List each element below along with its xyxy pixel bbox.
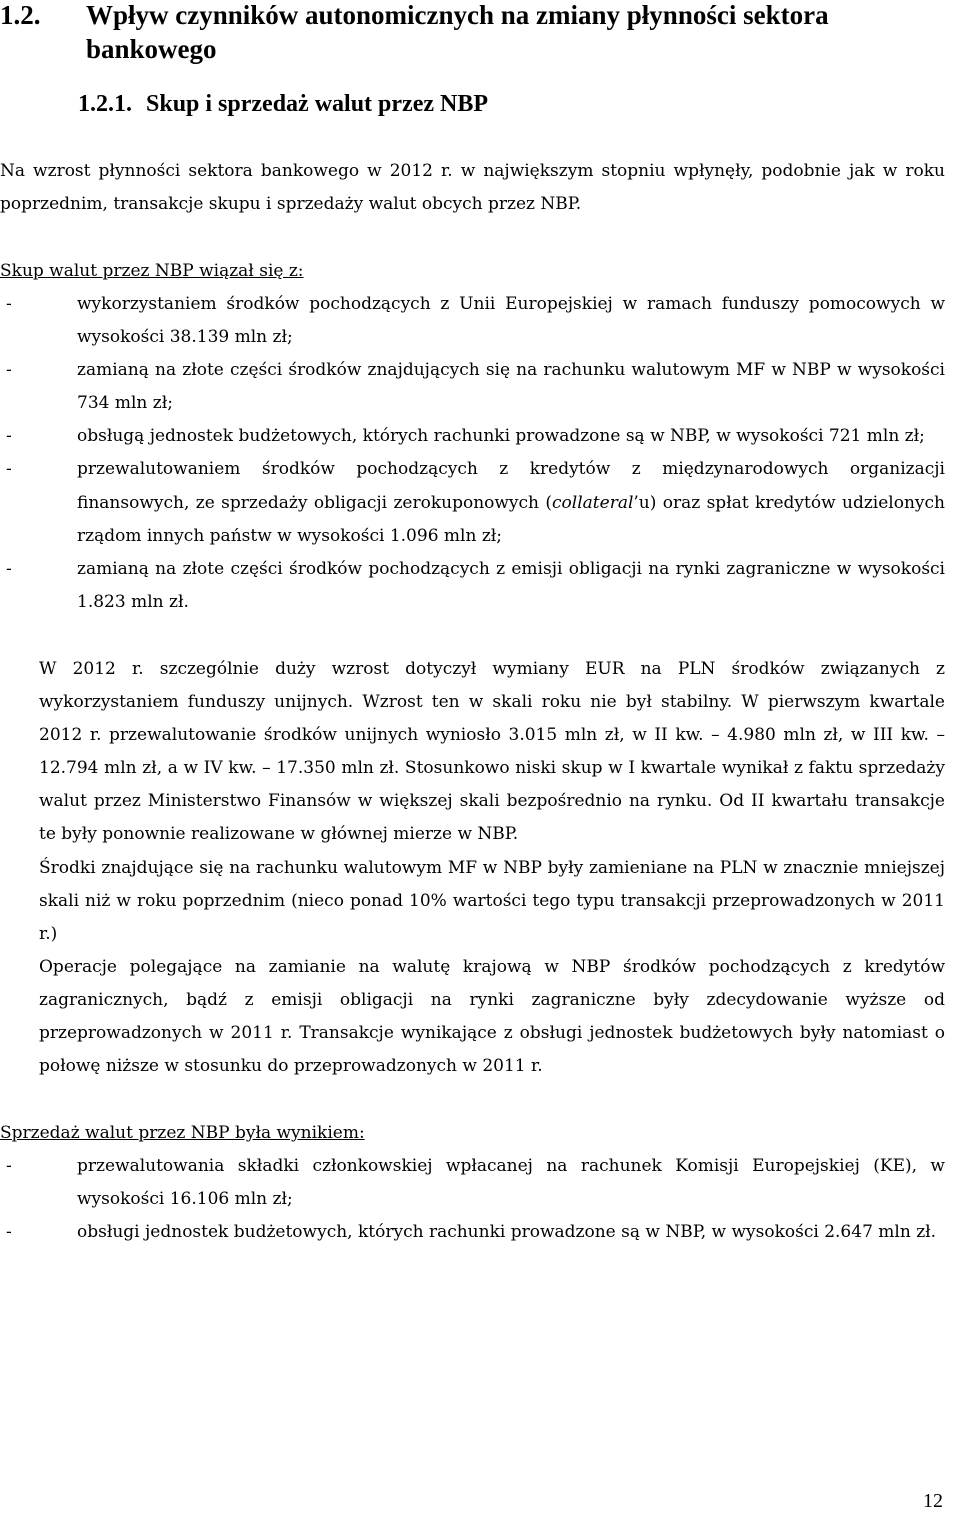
purchase-list [0, 288, 945, 619]
paragraph-mf-account: Środki znajdujące się na rachunku walutowym MF w NBP były zamieniane na PLN w znacznie mniejszej skali niż w roku poprzednim (nieco ponad 10% wartości tego typu transakcji przeprowadzonych w 2011 r.) [39, 858, 945, 945]
subsection-number: 1.2.1. [78, 91, 132, 117]
italic-term: collateral [552, 492, 634, 513]
section-number: 1.2. [0, 0, 41, 30]
list-item-text: zamianą na złote części środków znajdujących się na rachunku walutowym MF w NBP w wysokości 734 mln zł; [77, 360, 945, 414]
list-item [0, 1150, 945, 1216]
list-item [0, 420, 945, 453]
list-dash: - [6, 1156, 12, 1176]
section-title: Wpływ czynników autonomicznych na zmiany płynności sektora bankowego [86, 0, 829, 64]
list-item-text-part: przewalutowaniem środków pochodzących z kredytów z międzynarodowych organizacji finansowych, ze sprzedaży obligacji zerokuponowych ( [77, 459, 945, 513]
list-item [0, 553, 945, 619]
list-dash: - [6, 294, 12, 314]
list-dash: - [6, 459, 12, 480]
list-item-text [77, 459, 945, 545]
purchase-heading: Skup walut przez NBP wiązał się z: [0, 261, 304, 281]
subsection-heading [78, 88, 488, 120]
paragraph-2012: W 2012 r. szczególnie duży wzrost dotyczył wymiany EUR na PLN środków związanych z wykorzystaniem funduszy unijnych. Wzrost ten w skali roku nie był stabilny. W pierwszym kwartale 2012 r. przewalutowanie środków unijnych wyniosło 3.015 mln zł, w II kw. – 4.980 mln zł, w III kw. – 12.794 mln zł, a w IV kw. – 17.350 mln zł. Stosunkowo niski skup w I kwartale wynikał z faktu sprzedaży walut przez Ministerstwo Finansów w większej skali bezpośrednio na rynku. Od II kwartału transakcje te były ponownie realizowane w głównej mierze w NBP. [39, 659, 945, 845]
list-item [0, 288, 945, 354]
list-dash: - [6, 1222, 12, 1243]
sale-list [0, 1150, 945, 1249]
list-item-text-part: ’u) oraz spłat kredytów udzielonych rządom innych państw w wysokości 1.096 mln zł; [77, 492, 945, 546]
page-number: 12 [923, 1490, 943, 1512]
list-item-text: wykorzystaniem środków pochodzących z Unii Europejskiej w ramach funduszy pomocowych w wysokości 38.139 mln zł; [77, 294, 945, 348]
list-dash: - [6, 426, 12, 447]
list-item-text: przewalutowania składki członkowskiej wpłacanej na rachunek Komisji Europejskiej (KE), w wysokości 16.106 mln zł; [77, 1156, 945, 1210]
intro-paragraph: Na wzrost płynności sektora bankowego w 2012 r. w największym stopniu wpłynęły, podobnie jak w roku poprzednim, transakcje skupu i sprzedaży walut obcych przez NBP. [0, 161, 945, 215]
list-item-text: obsługą jednostek budżetowych, których rachunki prowadzone są w NBP, w wysokości 721 mln zł; [77, 426, 925, 447]
section-heading [0, 0, 950, 66]
list-dash: - [6, 558, 12, 579]
list-item-text: obsługi jednostek budżetowych, których rachunki prowadzone są w NBP, w wysokości 2.647 mln zł. [77, 1222, 937, 1243]
list-item [0, 354, 945, 420]
sale-heading: Sprzedaż walut przez NBP była wynikiem: [0, 1123, 365, 1143]
list-dash: - [6, 360, 12, 381]
list-item [0, 1216, 945, 1249]
subsection-title: Skup i sprzedaż walut przez NBP [146, 91, 488, 117]
paragraph-operations: Operacje polegające na zamianie na walutę krajową w NBP środków pochodzących z kredytów zagranicznych, bądź z emisji obligacji na rynki zagraniczne były zdecydowanie wyższe od przeprowadzonych w 2011 r. Transakcje wynikające z obsługi jednostek budżetowych były natomiast o połowę niższe w stosunku do przeprowadzonych w 2011 r. [39, 957, 945, 1077]
list-item [0, 453, 945, 552]
list-item-text: zamianą na złote części środków pochodzących z emisji obligacji na rynki zagraniczne w wysokości 1.823 mln zł. [77, 558, 945, 612]
